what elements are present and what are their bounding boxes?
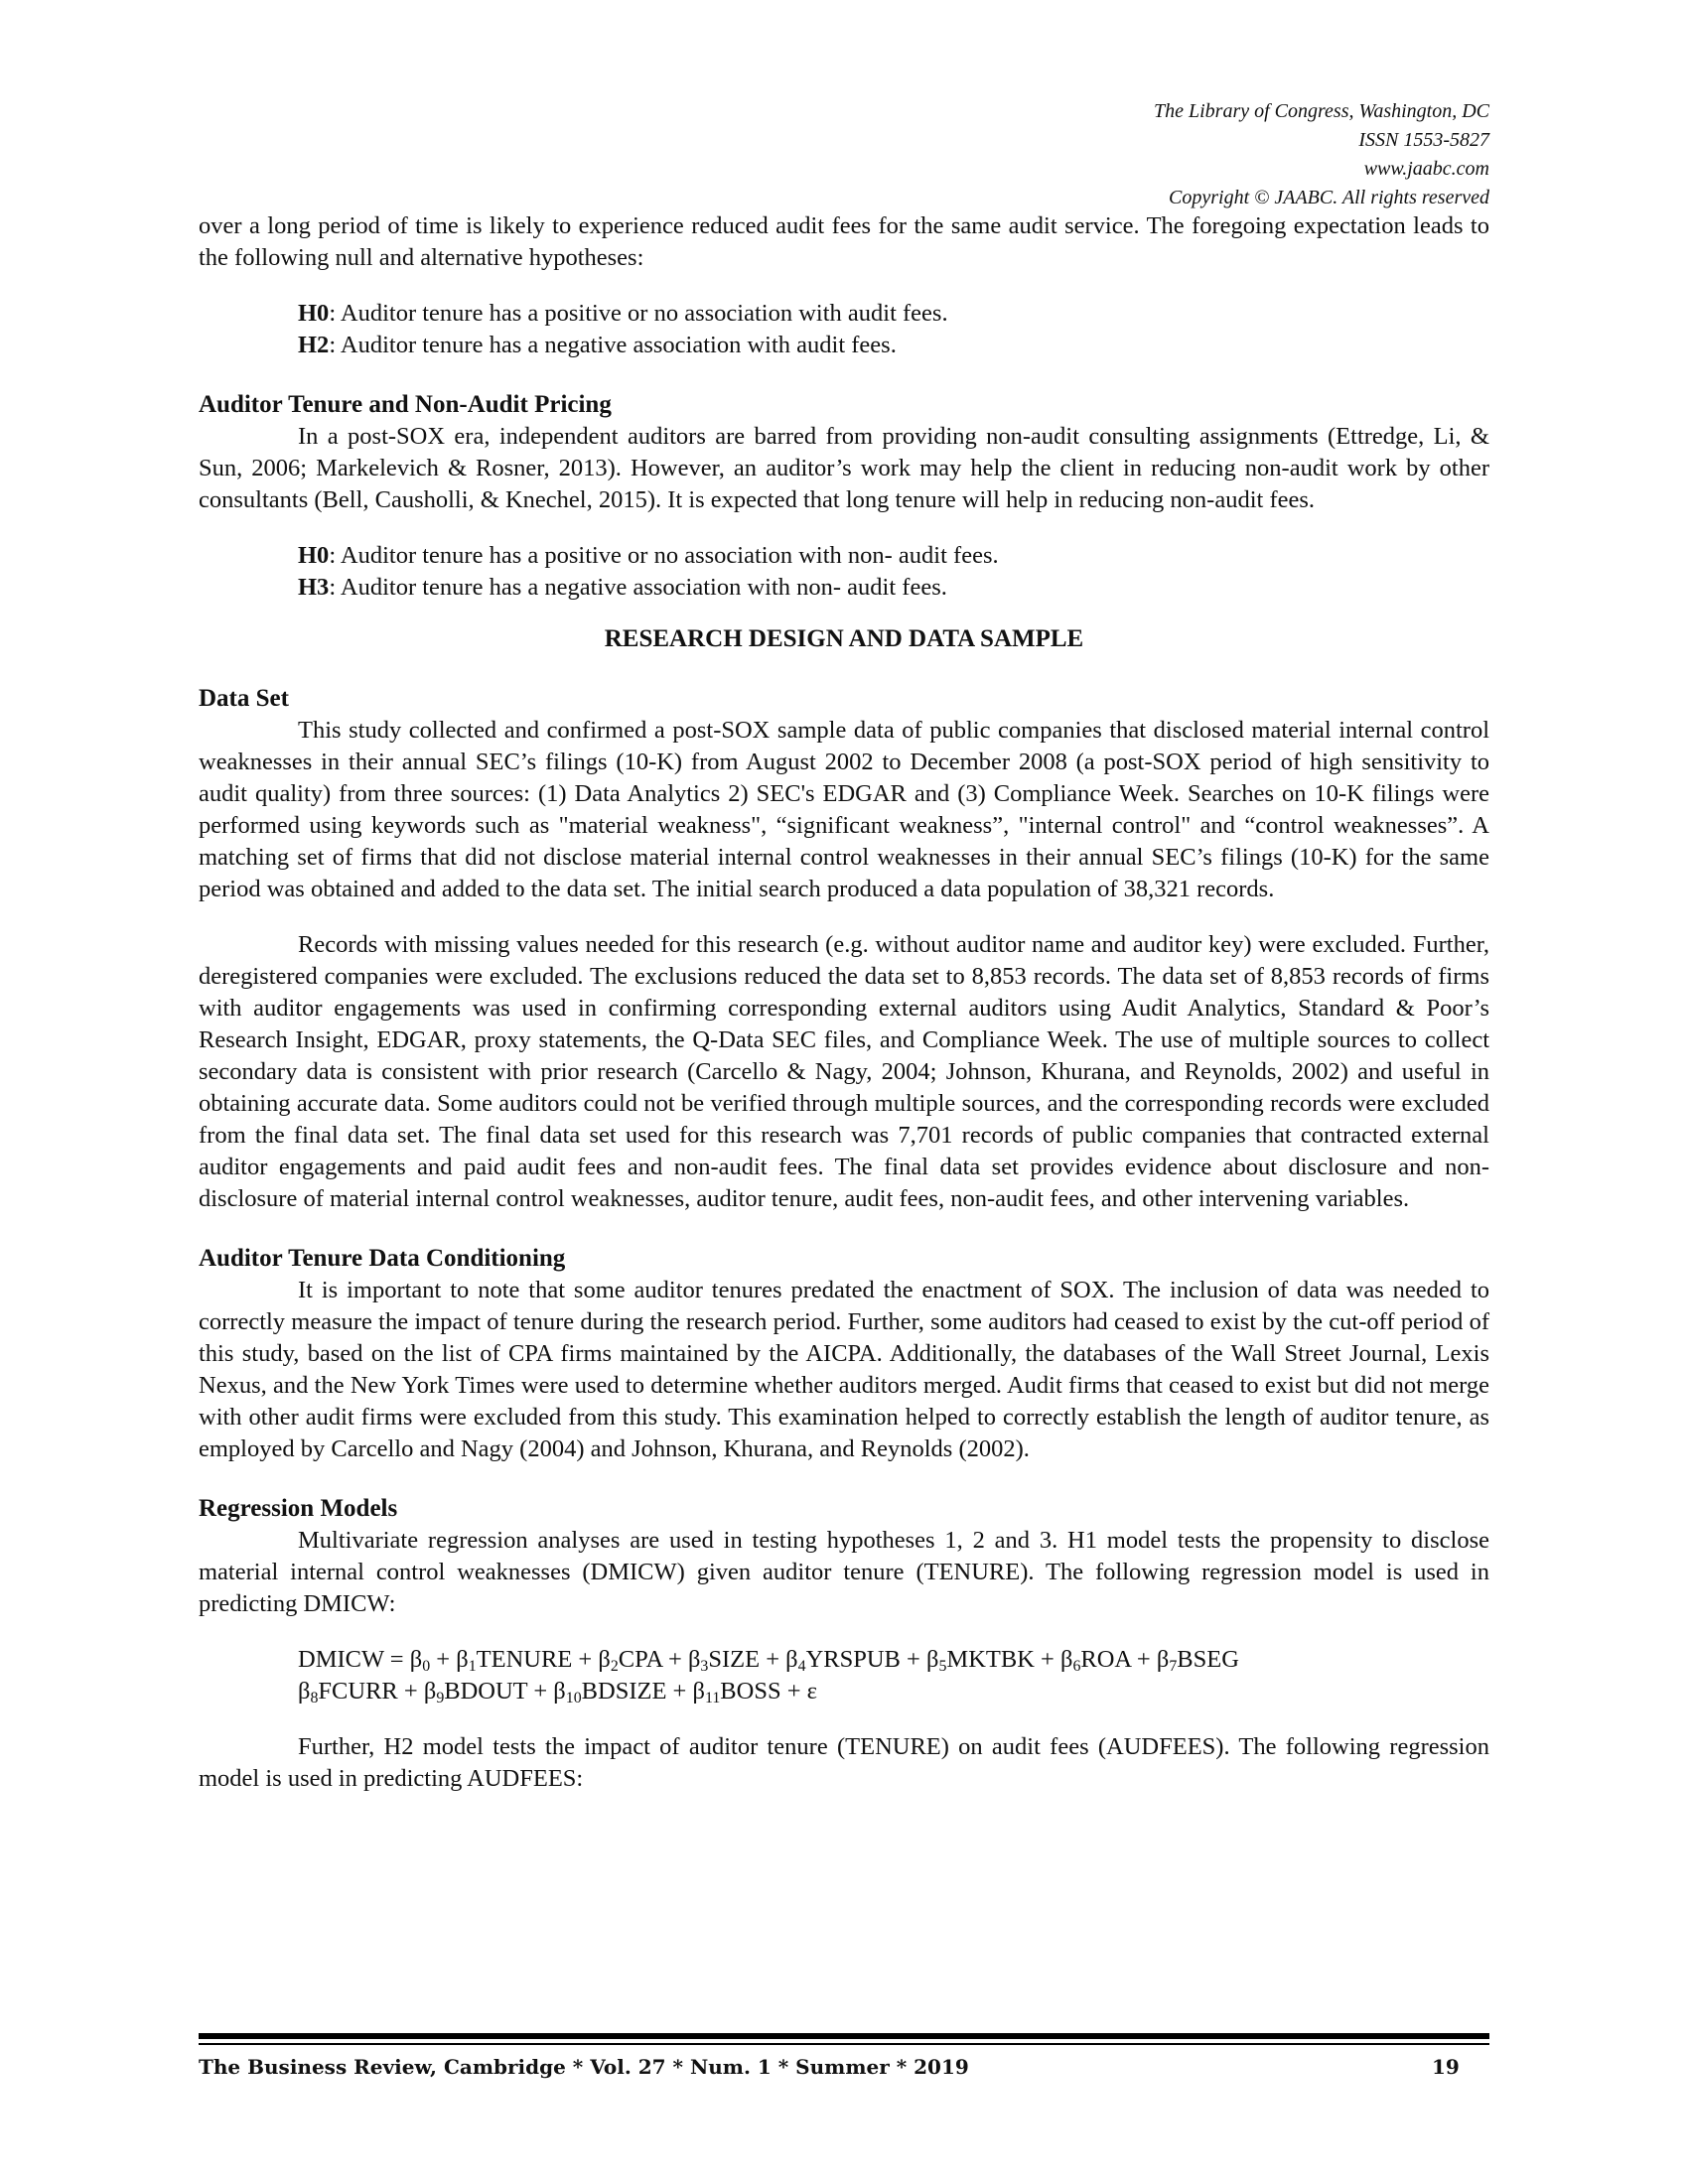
hypothesis-text: : Auditor tenure has a positive or no association with non- audit fees. bbox=[329, 542, 999, 569]
beta-symbol: β bbox=[687, 1646, 701, 1673]
beta-subscript: 0 bbox=[422, 1657, 431, 1675]
running-header bbox=[794, 97, 1489, 212]
equation-variable: ROA bbox=[1080, 1646, 1131, 1673]
equation-error-term: ε bbox=[806, 1678, 817, 1705]
beta-symbol: β bbox=[692, 1678, 705, 1705]
beta-symbol: β bbox=[456, 1646, 469, 1673]
equation-term bbox=[424, 1678, 527, 1705]
page-footer bbox=[199, 2033, 1489, 2087]
beta-subscript: 9 bbox=[436, 1689, 445, 1706]
hypotheses-audit-fees bbox=[199, 298, 1489, 361]
beta-symbol: β bbox=[298, 1678, 311, 1705]
equation-term bbox=[553, 1678, 666, 1705]
equation-term bbox=[785, 1646, 901, 1673]
equation-variable: YRSPUB bbox=[805, 1646, 901, 1673]
hypothesis-h0-audit bbox=[298, 298, 1489, 330]
beta-symbol: β bbox=[553, 1678, 566, 1705]
heading-data-conditioning: Auditor Tenure Data Conditioning bbox=[199, 1245, 566, 1272]
beta-symbol: β bbox=[423, 1678, 437, 1705]
hypothesis-label: H0 bbox=[298, 300, 330, 327]
equation-term bbox=[688, 1646, 760, 1673]
equation-variable: TENURE bbox=[476, 1646, 573, 1673]
equation-term bbox=[598, 1646, 661, 1673]
hypothesis-label: H2 bbox=[298, 332, 330, 358]
equation-variable: MKTBK bbox=[946, 1646, 1035, 1673]
footer-rule-thin bbox=[199, 2043, 1489, 2045]
intro-paragraph: over a long period of time is likely to experience reduced audit fees for the same audit service. The foregoing expectation leads to the following null and alternative hypotheses: bbox=[199, 212, 1489, 271]
data-set-paragraph-2: Records with missing values needed for this research (e.g. without auditor name and auditor key) were excluded. Further, deregistered companies were excluded. The exclusions reduced the data set to 8,853 records. The data set of 8,853 records of firms with auditor engagements was used in confirming corresponding external auditors using Audit Analytics, Standard & Poor’s Research Insight, EDGAR, proxy statements, the Q-Data SEC files, and Compliance Week. The use of multiple sources to collect secondary data is consistent with prior research (Carcello & Nagy, 2004; Johnson, Khurana, and Reynolds, 2002) and useful in obtaining accurate data. Some auditors could not be verified through multiple sources, and the corresponding records were excluded from the final data set. The final data set used for this research was 7,701 records of public companies that contracted external auditor engagements and paid audit fees and non-audit fees. The final data set provides evidence about disclosure and non-disclosure of material internal control weaknesses, auditor tenure, audit fees, non-audit fees, and other intervening variables. bbox=[199, 931, 1489, 1212]
beta-subscript: 8 bbox=[310, 1689, 319, 1706]
beta-symbol: β bbox=[925, 1646, 939, 1673]
beta-subscript: 4 bbox=[797, 1657, 806, 1675]
equation-term bbox=[926, 1646, 1035, 1673]
beta-subscript: 1 bbox=[468, 1657, 477, 1675]
beta-subscript: 7 bbox=[1169, 1657, 1178, 1675]
equation-term bbox=[456, 1646, 572, 1673]
hypothesis-label: H0 bbox=[298, 542, 330, 569]
regression-paragraph-1: Multivariate regression analyses are used in testing hypotheses 1, 2 and 3. H1 model tests the propensity to disclose material internal control weaknesses (DMICW) given auditor tenure (TENURE). The following regression model is used in predicting DMICW: bbox=[199, 1527, 1489, 1617]
equation-variable: BSEG bbox=[1177, 1646, 1239, 1673]
hypothesis-h2 bbox=[298, 330, 1489, 361]
beta-symbol: β bbox=[1156, 1646, 1170, 1673]
hypothesis-h3 bbox=[298, 572, 1489, 604]
equation-term bbox=[1157, 1646, 1239, 1673]
equation-variable: BOSS bbox=[720, 1678, 781, 1705]
beta-subscript: 2 bbox=[610, 1657, 619, 1675]
hypothesis-text: : Auditor tenure has a negative association with non- audit fees. bbox=[329, 574, 947, 601]
hypothesis-h0-non-audit bbox=[298, 540, 1489, 572]
footer-journal-citation: The Business Review, Cambridge * Vol. 27 * Num. 1 * Summer * 2019 bbox=[199, 2055, 969, 2079]
data-conditioning-paragraph: It is important to note that some auditor tenures predated the enactment of SOX. The inclusion of data was needed to correctly measure the impact of tenure during the research period. Further, some auditors had ceased to exist by the cut-off period of this study, based on the list of CPA firms maintained by the AICPA. Additionally, the databases of the Wall Street Journal, Lexis Nexus, and the New York Times were used to determine whether auditors merged. Audit firms that ceased to exist but did not merge with other audit firms were excluded from this study. This examination helped to correctly establish the length of auditor tenure, as employed by Carcello and Nagy (2004) and Johnson, Khurana, and Reynolds (2002). bbox=[199, 1277, 1489, 1462]
beta-subscript: 6 bbox=[1072, 1657, 1081, 1675]
beta-symbol: β bbox=[598, 1646, 611, 1673]
hypotheses-non-audit-fees bbox=[199, 540, 1489, 604]
non-audit-paragraph: In a post-SOX era, independent auditors are barred from providing non-audit consulting assignments (Ettredge, Li, & Sun, 2006; Markelevich & Rosner, 2013). However, an auditor’s work may help the client in reducing non-audit work by other consultants (Bell, Causholli, & Knechel, 2015). It is expected that long tenure will help in reducing non-audit fees. bbox=[199, 423, 1489, 513]
beta-subscript: 5 bbox=[938, 1657, 947, 1675]
hypothesis-text: : Auditor tenure has a negative association with audit fees. bbox=[329, 332, 897, 358]
hypothesis-text: : Auditor tenure has a positive or no association with audit fees. bbox=[329, 300, 948, 327]
beta-subscript: 3 bbox=[700, 1657, 709, 1675]
footer-rule-thick bbox=[199, 2033, 1489, 2039]
beta-symbol: β bbox=[409, 1646, 423, 1673]
beta-subscript: 11 bbox=[704, 1689, 721, 1706]
data-set-paragraph-1: This study collected and confirmed a post-SOX sample data of public companies that disclosed material internal control weaknesses in their annual SEC’s filings (10-K) from August 2002 to December 2008 (a post-SOX period of high sensitivity to audit quality) from three sources: (1) Data Analytics 2) SEC's EDGAR and (3) Compliance Week. Searches on 10-K filings were performed using keywords such as "material weakness", “significant weakness”, "internal control" and “control weaknesses”. A matching set of firms that did not disclose material internal control weaknesses in their annual SEC’s filings (10-K) for the same period was obtained and added to the data set. The initial search produced a data population of 38,321 records. bbox=[199, 717, 1489, 902]
equation-term bbox=[410, 1646, 430, 1673]
article-body bbox=[199, 210, 1489, 1795]
section-title-research-design: RESEARCH DESIGN AND DATA SAMPLE bbox=[604, 625, 1084, 652]
beta-subscript: 10 bbox=[565, 1689, 582, 1706]
header-copyright: Copyright © JAABC. All rights reserved bbox=[1169, 187, 1489, 208]
equation-line-2: $\beta_8FCURR$ + $\beta_9BDOUT$ + $\beta_{10}BDSIZE$ + $\beta_{11}BOSS + \varepsilon$ bbox=[298, 1678, 817, 1706]
equation-term bbox=[693, 1678, 781, 1705]
page-number: 19 bbox=[1432, 2055, 1460, 2079]
header-library: The Library of Congress, Washington, DC bbox=[1153, 100, 1489, 122]
equation-lhs: DMICW bbox=[298, 1646, 384, 1673]
regression-paragraph-2: Further, H2 model tests the impact of auditor tenure (TENURE) on audit fees (AUDFEES). The following regression model is used in predicting AUDFEES: bbox=[199, 1733, 1489, 1792]
equation-variable: BDSIZE bbox=[581, 1678, 667, 1705]
regression-equation-dmicw bbox=[298, 1644, 1489, 1707]
equation-variable: SIZE bbox=[708, 1646, 761, 1673]
equation-variable: BDOUT bbox=[444, 1678, 528, 1705]
equation-term bbox=[298, 1678, 398, 1705]
equation-variable: FCURR bbox=[318, 1678, 398, 1705]
hypothesis-label: H3 bbox=[298, 574, 330, 601]
header-issn: ISSN 1553-5827 bbox=[1358, 129, 1489, 151]
heading-data-set: Data Set bbox=[199, 685, 289, 712]
heading-non-audit-pricing: Auditor Tenure and Non-Audit Pricing bbox=[199, 391, 612, 418]
beta-symbol: β bbox=[785, 1646, 798, 1673]
equation-term bbox=[1060, 1646, 1131, 1673]
header-website: www.jaabc.com bbox=[1363, 158, 1489, 180]
equation-line-1: DMICW = $\beta_0$ + $\beta_1TENURE + \beta_2CPA$ + $\beta_3SIZE$ + $\beta_4YRSPUB$ + $\beta_5MKTBK + \beta_6ROA$ + $\beta_7BSEG$ bbox=[298, 1646, 1239, 1675]
equation-variable: CPA bbox=[618, 1646, 662, 1673]
beta-symbol: β bbox=[1059, 1646, 1073, 1673]
heading-regression-models: Regression Models bbox=[199, 1495, 398, 1522]
